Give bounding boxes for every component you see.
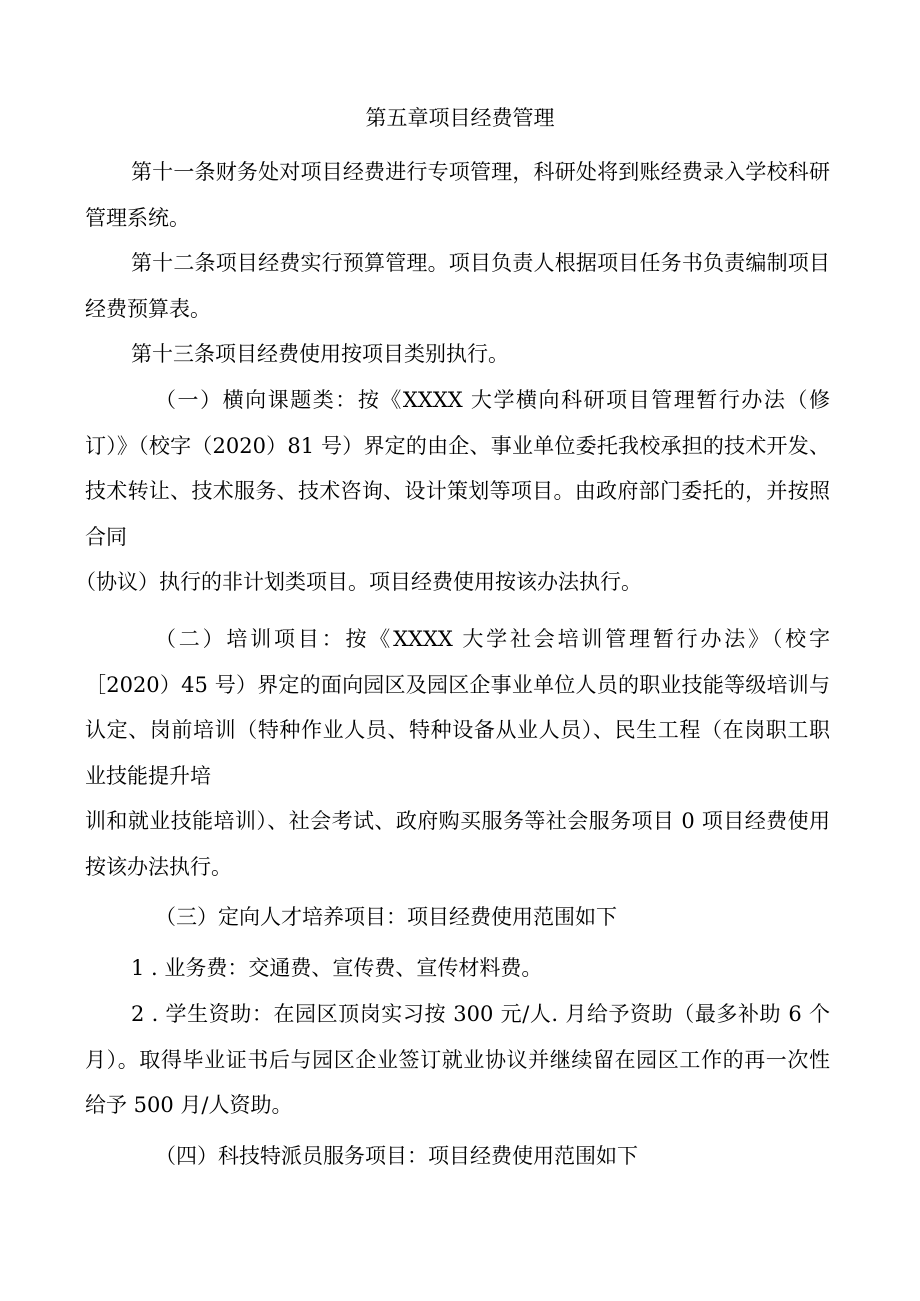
- paragraph-item-3-sub-2: 2 . 学生资助：在园区顶岗实习按 300 元/人. 月给予资助（最多补助 6 个月）。取得毕业证书后与园区企业签订就业协议并继续留在园区工作的再一次性给予 500 月/人资助。: [85, 1002, 830, 1117]
- paragraph-article-11: 第十一条财务处对项目经费进行专项管理，科研处将到账经费录入学校科研管理系统。: [85, 160, 830, 230]
- paragraph-item-1-continued: （协议）执行的非计划类项目。项目经费使用按该办法执行。: [75, 570, 642, 594]
- paragraph-item-2-training: （二）培训项目：按《XXXX 大学社会培训管理暂行办法》（校字［2020）45 号）界定的面向园区及园区企事业单位人员的职业技能等级培训与认定、岗前培训（特种作业人员、特种设备从业人员）、民生工程（在岗职工职业技能提升培: [85, 627, 830, 788]
- paragraph-item-3-sub-1: 1 . 业务费：交通费、宣传费、宣传材料费。: [131, 956, 543, 980]
- paragraph-item-1-horizontal: （一）横向课题类：按《XXXX 大学横向科研项目管理暂行办法（修订）》（校字（2020）81 号）界定的由企、事业单位委托我校承担的技术开发、技术转让、技术服务、技术咨询、设计策划等项目。由政府部门委托的，并按照合同: [85, 388, 830, 549]
- paragraph-article-12: 第十二条项目经费实行预算管理。项目负责人根据项目任务书负责编制项目经费预算表。: [85, 251, 830, 321]
- paragraph-item-3-talent: （三）定向人才培养项目：项目经费使用范围如下: [155, 905, 617, 929]
- paragraph-item-2-continued: 训和就业技能培训）、社会考试、政府购买服务等社会服务项目 0 项目经费使用按该办法执行。: [85, 809, 830, 879]
- paragraph-article-13: 第十三条项目经费使用按项目类别执行。: [131, 342, 509, 366]
- chapter-title: 第五章项目经费管理: [365, 106, 555, 130]
- paragraph-item-4-tech: （四）科技特派员服务项目：项目经费使用范围如下: [155, 1144, 638, 1168]
